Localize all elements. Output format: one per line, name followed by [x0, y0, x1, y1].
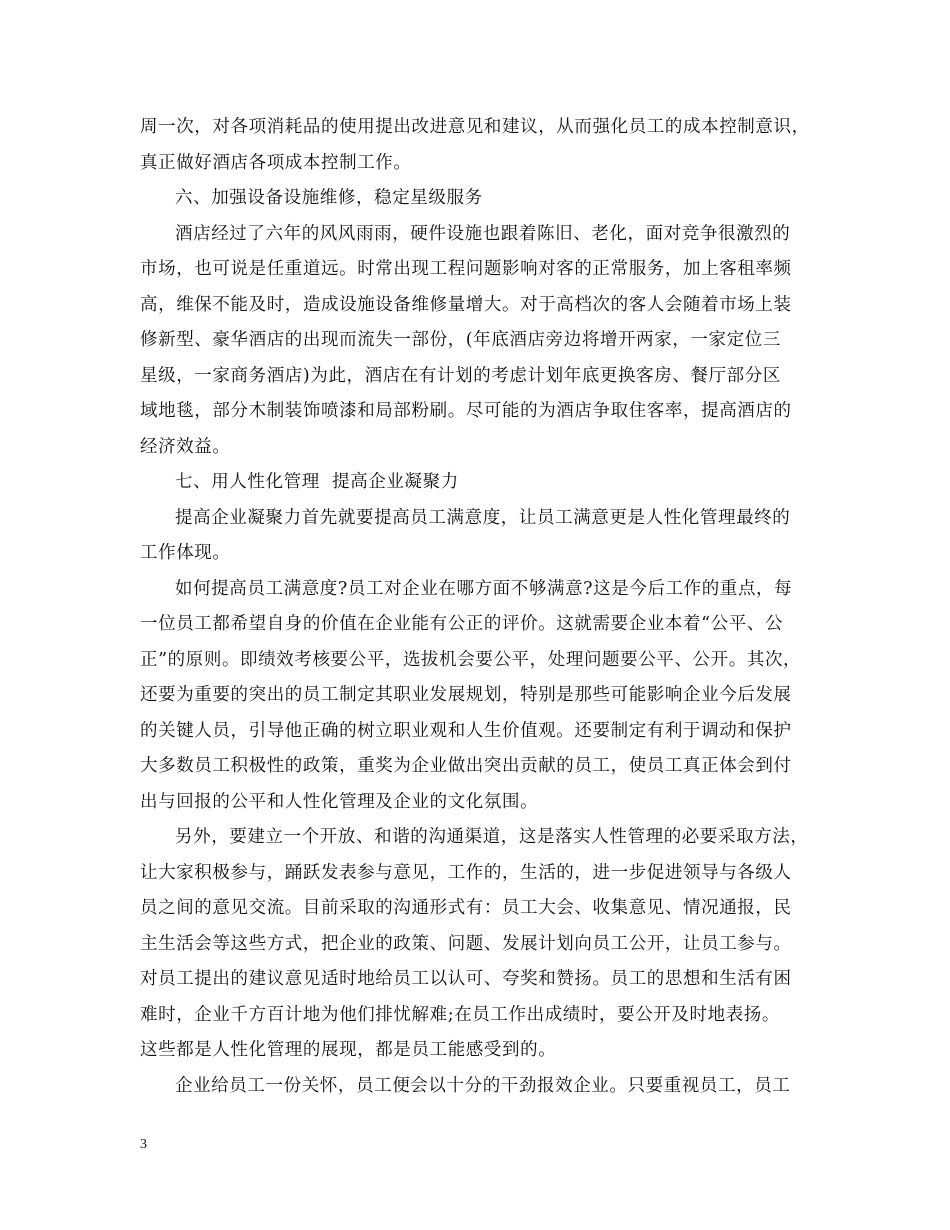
paragraph-line: 修新型、豪华酒店的出现而流失一部份，(年底酒店旁边将增开两家，一家定位三 [140, 330, 781, 350]
paragraph-line: 让大家积极参与，踊跃发表参与意见，工作的，生活的，进一步促进领导与各级人 [140, 862, 792, 883]
paragraph-line: 对员工提出的建议意见适时地给员工以认可、夸奖和赞扬。员工的思想和生活有困 [140, 969, 792, 989]
paragraph-line: 主生活会等这些方式，把企业的政策、问题、发展计划向员工公开，让员工参与。 [140, 933, 792, 954]
paragraph-line: 如何提高员工满意度?员工对企业在哪方面不够满意?这是今后工作的重点，每 [175, 578, 793, 599]
paragraph-line: 周一次，对各项消耗品的使用提出改进意见和建议，从而强化员工的成本控制意识， [140, 117, 810, 137]
paragraph-line: 真正做好酒店各项成本控制工作。 [140, 152, 412, 173]
section-heading: 七、用人性化管理 提高企业凝聚力 [175, 472, 459, 492]
paragraph-line: 高，维保不能及时，造成设施设备维修量增大。对于高档次的客人会随着市场上装 [140, 294, 792, 315]
paragraph-line: 出与回报的公平和人性化管理及企业的文化氛围。 [140, 791, 539, 812]
paragraph-line: 酒店经过了六年的风风雨雨，硬件设施也跟着陈旧、老化，面对竞争很激烈的 [175, 223, 791, 244]
paragraph-line: 企业给员工一份关怀，员工便会以十分的干劲报效企业。只要重视员工，员工 [175, 1075, 791, 1096]
paragraph-line: 另外，要建立一个开放、和谐的沟通渠道，这是落实人性管理的必要采取方法， [175, 827, 809, 847]
paragraph-line: 难时，企业千方百计地为他们排忧解难;在员工作出成绩时，要公开及时地表扬。 [140, 1004, 780, 1025]
paragraph-line: 工作体现。 [140, 543, 231, 563]
paragraph-line: 正”的原则。即绩效考核要公平，选拔机会要公平，处理问题要公平、公开。其次， [140, 649, 802, 670]
paragraph-line: 经济效益。 [140, 436, 231, 457]
paragraph-line: 的关键人员，引导他正确的树立职业观和人生价值观。还要制定有利于调动和保护 [140, 720, 792, 741]
paragraph-line: 星级，一家商务酒店)为此，酒店在有计划的考虑计划年底更换客房、餐厅部分区 [140, 365, 781, 386]
paragraph-line: 员之间的意见交流。目前采取的沟通形式有：员工大会、收集意见、情况通报，民 [140, 898, 792, 918]
paragraph-line: 一位员工都希望自身的价值在企业能有公正的评价。这就需要企业本着“公平、公 [140, 614, 784, 634]
paragraph-line: 还要为重要的突出的员工制定其职业发展规划，特别是那些可能影响企业今后发展 [140, 685, 792, 705]
paragraph-line: 这些都是人性化管理的展现，都是员工能感受到的。 [140, 1040, 557, 1060]
paragraph-line: 大多数员工积极性的政策，重奖为企业做出突出贡献的员工，使员工真正体会到付 [140, 756, 792, 776]
page-number: 3 [140, 1137, 147, 1152]
paragraph-line: 域地毯，部分木制装饰喷漆和局部粉刷。尽可能的为酒店争取住客率，提高酒店的 [140, 401, 792, 421]
section-heading: 六、加强设备设施维修，稳定星级服务 [175, 188, 483, 208]
paragraph-line: 市场，也可说是任重道远。时常出现工程问题影响对客的正常服务，加上客租率频 [140, 259, 792, 279]
paragraph-line: 提高企业凝聚力首先就要提高员工满意度，让员工满意更是人性化管理最终的 [175, 507, 791, 528]
document-body [140, 110, 830, 1104]
